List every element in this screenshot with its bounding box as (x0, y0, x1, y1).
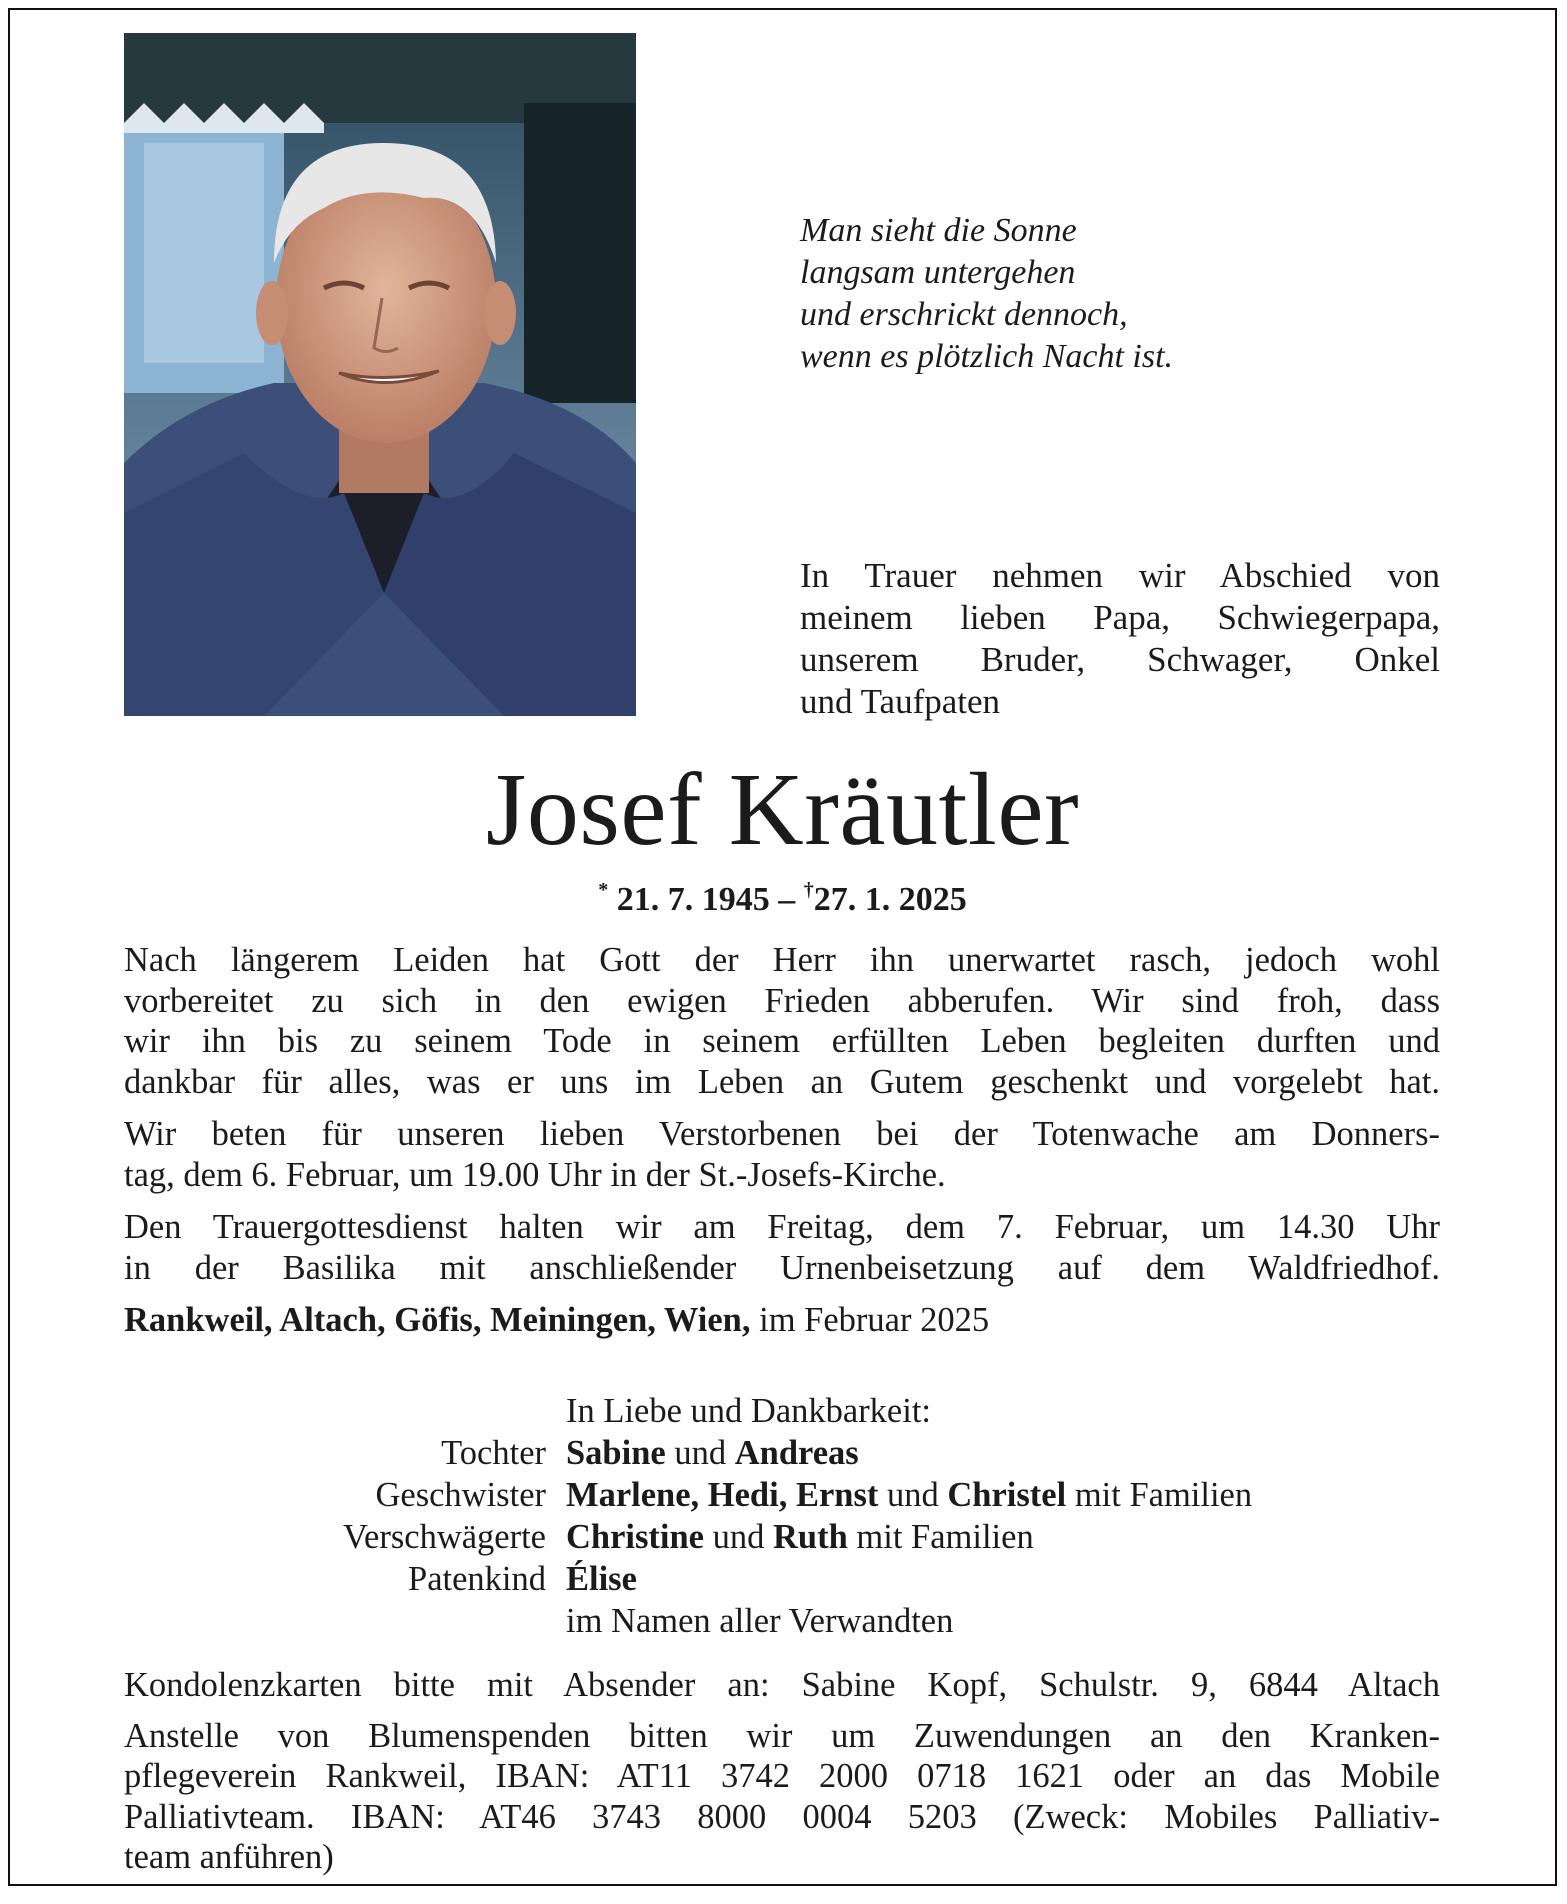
family-name: Élise (566, 1560, 637, 1598)
quote-line: langsam untergehen (800, 254, 1076, 291)
quote-line: wenn es plötzlich Nacht ist. (800, 338, 1174, 375)
family-heading: In Liebe und Dankbarkeit: (566, 1392, 931, 1430)
family-heading-row (124, 1390, 1440, 1432)
text-line: tag, dem 6. Februar, um 19.00 Uhr in der St.-Josefs-Kirche. (124, 1155, 946, 1194)
life-dates (10, 870, 1555, 920)
family-connector: und (665, 1434, 735, 1472)
text-line: vorbereitet zu sich in den ewigen Frieden abberufen. Wir sind froh, dass (124, 981, 1440, 1020)
family-row (124, 1558, 1440, 1600)
intro-line: meinem lieben Papa, Schwiegerpapa, (800, 598, 1440, 637)
birth-date: 21. 7. 1945 (616, 881, 770, 918)
family-row (124, 1516, 1440, 1558)
paragraph-passing (124, 940, 1440, 1102)
intro-line: unserem Bruder, Schwager, Onkel (800, 640, 1440, 679)
quote-line: Man sieht die Sonne (800, 212, 1077, 249)
death-symbol: † (803, 879, 814, 901)
family-role: Verschwägerte (342, 1518, 546, 1556)
obituary-text (124, 940, 1440, 1353)
text-line: Palliativteam. IBAN: AT46 3743 8000 0004 5203 (Zweck: Mobiles Palliativ- (124, 1797, 1440, 1836)
text-line: Nach längerem Leiden hat Gott der Herr ihn unerwartet rasch, jedoch wohl (124, 941, 1440, 979)
family-list (124, 1390, 1440, 1642)
text-line: pflegeverein Rankweil, IBAN: AT11 3742 2000 0718 1621 oder an das Mobile (124, 1757, 1440, 1795)
place-and-date (124, 1300, 1440, 1341)
family-name: Ruth (773, 1518, 848, 1556)
family-name: Christine (566, 1518, 704, 1556)
intro-line: In Trauer nehmen wir Abschied von (800, 556, 1440, 595)
date-separator: – (778, 881, 796, 918)
condolence-address (124, 1665, 1440, 1706)
deceased-name: Josef Kräutler (485, 752, 1080, 867)
portrait-photo (124, 33, 636, 716)
footer-notes (124, 1665, 1440, 1888)
text-line: team anführen) (124, 1838, 334, 1876)
family-role: Geschwister (375, 1476, 546, 1514)
family-suffix: mit Familien (847, 1518, 1034, 1556)
donation-request (124, 1716, 1440, 1878)
paragraph-funeral (124, 1207, 1440, 1288)
place-date: im Februar 2025 (750, 1301, 990, 1339)
text-line: dankbar für alles, was er uns im Leben an Gutem geschenkt und vorgelebt hat. (124, 1062, 1440, 1101)
family-name: Andreas (734, 1434, 859, 1472)
places: Rankweil, Altach, Göfis, Meiningen, Wien, (124, 1301, 751, 1339)
family-closing-row (124, 1600, 1440, 1642)
text-line: Kondolenzkarten bitte mit Absender an: Sabine Kopf, Schulstr. 9, 6844 Altach (124, 1666, 1440, 1704)
family-closing: im Namen aller Verwandten (566, 1602, 954, 1640)
family-connector: und (704, 1518, 773, 1556)
obituary-card (8, 8, 1557, 1886)
farewell-intro (800, 555, 1440, 723)
family-suffix: mit Familien (1066, 1476, 1253, 1514)
birth-symbol: * (598, 879, 609, 901)
text-line: Anstelle von Blumenspenden bitten wir um Zuwendungen an den Kranken- (124, 1716, 1440, 1755)
family-name: Christel (947, 1476, 1067, 1514)
text-line: in der Basilika mit anschließender Urnenbeisetzung auf dem Waldfriedhof. (124, 1248, 1440, 1287)
portrait-illustration (124, 33, 636, 716)
poem-quote (800, 210, 1360, 378)
family-connector: und (878, 1476, 948, 1514)
quote-line: und erschrickt dennoch, (800, 296, 1128, 333)
family-role: Tochter (441, 1434, 546, 1472)
intro-line: und Taufpaten (800, 682, 1001, 721)
family-role: Patenkind (408, 1560, 546, 1598)
family-name: Sabine (566, 1434, 666, 1472)
text-line: Wir beten für unseren lieben Verstorbenen bei der Totenwache am Donners- (124, 1115, 1440, 1153)
text-line: Den Trauergottesdienst halten wir am Freitag, dem 7. Februar, um 14.30 Uhr (124, 1208, 1440, 1246)
text-line: wir ihn bis zu seinem Tode in seinem erfüllten Leben begleiten durften und (124, 1022, 1440, 1060)
death-date: 27. 1. 2025 (813, 881, 967, 918)
family-name: Marlene, Hedi, Ernst (566, 1476, 879, 1514)
family-row (124, 1474, 1440, 1516)
family-row (124, 1432, 1440, 1474)
paragraph-wake (124, 1114, 1440, 1195)
